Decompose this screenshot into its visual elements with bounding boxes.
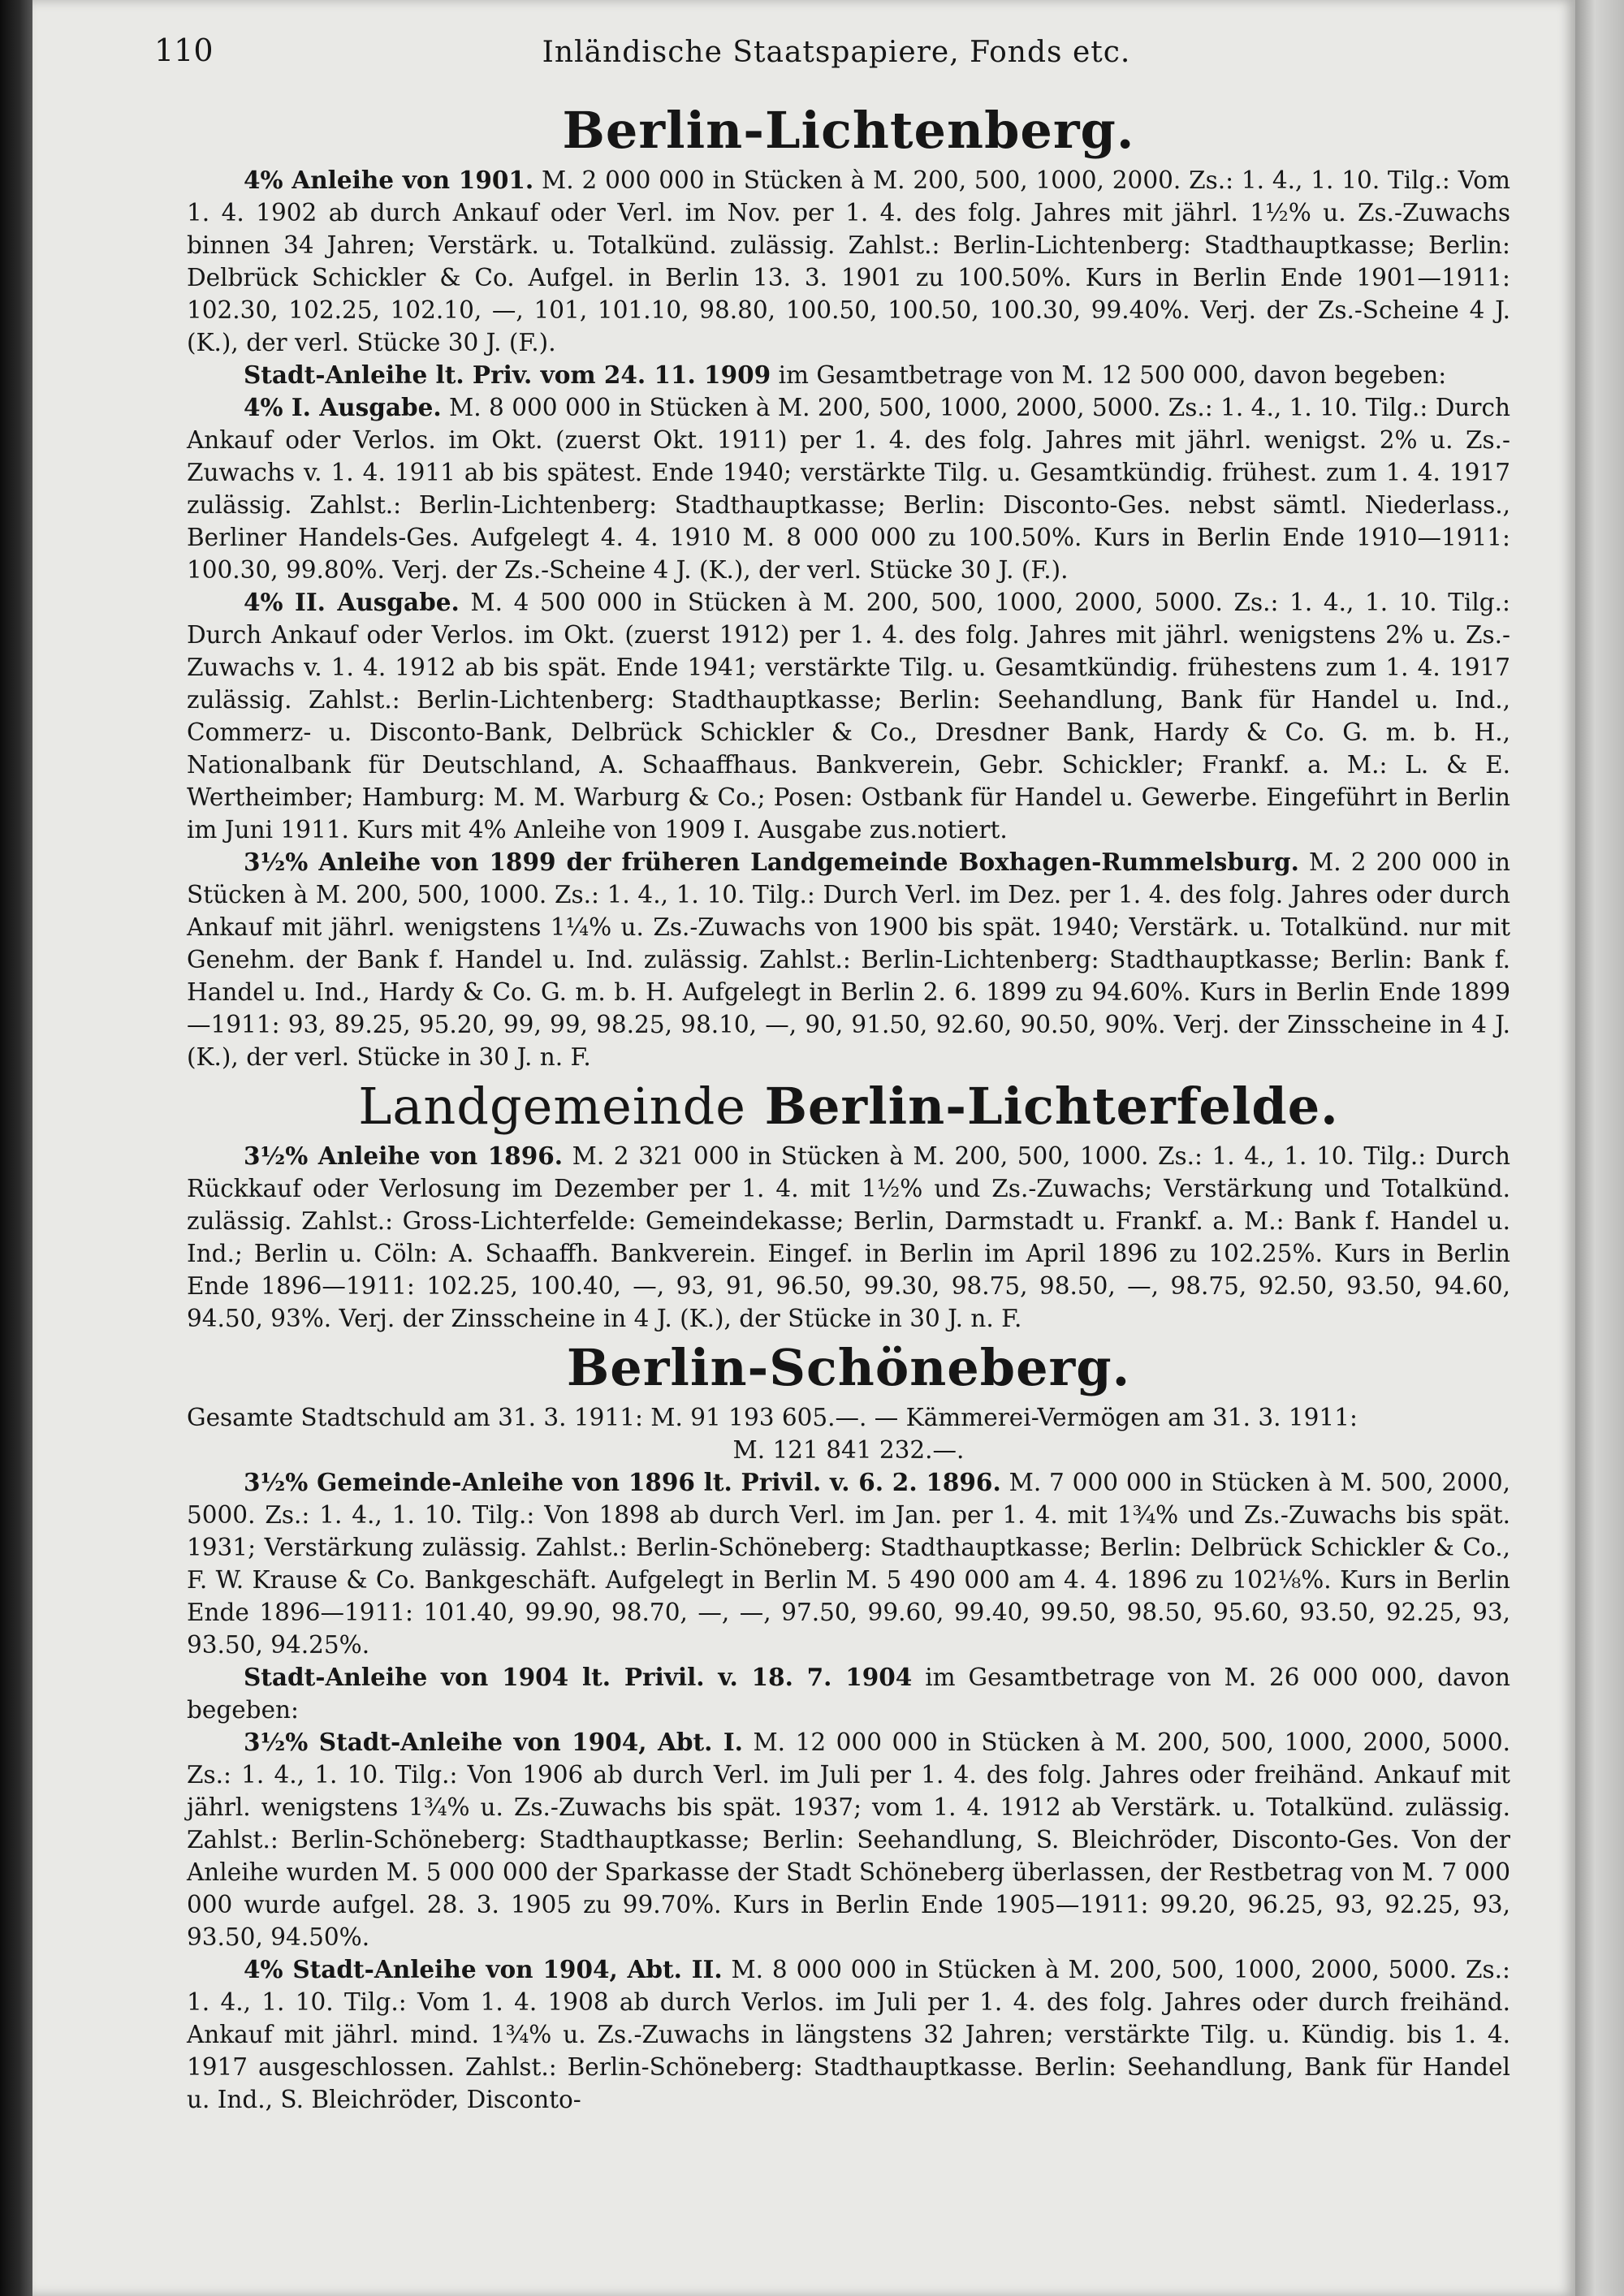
- entry-lichtenberg-ausgabe-1: [187, 391, 1510, 586]
- entry-text: M. 8 000 000 in Stücken à M. 200, 500, 1000, 2000, 5000. Zs.: 1. 4., 1. 10. Tilg.: Durch Ankauf oder Verlos. im Okt. (zuerst Okt. 1911) per 1. 4. des folg. Jahres mit jährl. wenigst. 2% u. Zs.-Zuwachs v. 1. 4. 1911 ab bis spätest. Ende 1940; verstärkte Tilg. u. Gesamtkündig. frühest. zum 1. 4. 1917 zulässig. Zahlst.: Berlin-Lichtenberg: Stadthauptkasse; Berlin: Disconto-Ges. nebst sämtl. Niederlass., Berliner Handels-Ges. Aufgelegt 4. 4. 1910 M. 8 000 000 zu 100.50%. Kurs in Berlin Ende 1910—1911: 100.30, 99.80%. Verj. der Zs.-Scheine 4 J. (K.), der verl. Stücke 30 J. (F.).: [187, 394, 1510, 584]
- section-title-prefix: Landgemeinde: [358, 1077, 746, 1136]
- entry-boxhagen-1899: [187, 846, 1510, 1073]
- entry-text: M. 4 500 000 in Stücken à M. 200, 500, 1000, 2000, 5000. Zs.: 1. 4., 1. 10. Tilg.: Durch Ankauf oder Verlos. im Okt. (zuerst 1912) per 1. 4. des folg. Jahres mit jährl. wenigstens 2% u. Zs.-Zuwachs v. 1. 4. 1912 ab bis spät. Ende 1941; verstärkte Tilg. u. Gesamtkündig. frühestens zum 1. 4. 1917 zulässig. Zahlst.: Berlin-Lichtenberg: Stadthauptkasse; Berlin: Seehandlung, Bank für Handel u. Ind., Commerz- u. Disconto-Bank, Delbrück Schickler & Co., Dresdner Bank, Hardy & Co. G. m. b. H., Nationalbank für Deutschland, A. Schaaffhaus. Bankverein, Gebr. Schickler; Frankf. a. M.: L. & E. Wertheimber; Hamburg: M. M. Warburg & Co.; Posen: Ostbank für Handel u. Gewerbe. Eingeführt in Berlin im Juni 1911. Kurs mit 4% Anleihe von 1909 I. Ausgabe zus.notiert.: [187, 589, 1510, 844]
- entry-text: M. 7 000 000 in Stücken à M. 500, 2000, 5000. Zs.: 1. 4., 1. 10. Tilg.: Von 1898 ab durch Verl. im Jan. per 1. 4. mit 1¾% und Zs.-Zuwachs bis spät. 1931; Verstärkung zulässig. Zahlst.: Berlin-Schöneberg: Stadthauptkasse; Berlin: Delbrück Schickler & Co., F. W. Krause & Co. Bankgeschäft. Aufgelegt in Berlin M. 5 490 000 am 4. 4. 1896 zu 102⅛%. Kurs in Berlin Ende 1896—1911: 101.40, 99.90, 98.70, —, —, 97.50, 99.60, 99.40, 99.50, 98.50, 95.60, 93.50, 92.25, 93, 93.50, 94.25%.: [187, 1469, 1510, 1659]
- entry-lead: 4% I. Ausgabe.: [244, 393, 442, 421]
- entry-text: M. 8 000 000 in Stücken à M. 200, 500, 1000, 2000, 5000. Zs.: 1. 4., 1. 10. Tilg.: Vom 1. 4. 1908 ab durch Verlos. im Juli per 1. 4. des folg. Jahres oder durch freihänd. Ankauf mit jährl. mind. 1¾% u. Zs.-Zuwachs in längstens 32 Jahren; verstärkte Tilg. u. Kündig. bis 1. 4. 1917 ausgeschlossen. Zahlst.: Berlin-Schöneberg: Stadthauptkasse. Berlin: Seehandlung, Bank für Handel u. Ind., S. Bleichröder, Disconto-: [187, 1956, 1510, 2113]
- entry-lead: 3½% Stadt-Anleihe von 1904, Abt. I.: [244, 1728, 743, 1756]
- page-content: [187, 97, 1510, 2116]
- entry-schoeneberg-1896: [187, 1466, 1510, 1661]
- running-title: Inländische Staatspapiere, Fonds etc.: [542, 36, 1131, 69]
- entry-lead: 4% Stadt-Anleihe von 1904, Abt. II.: [244, 1955, 723, 1983]
- entry-text: M. 2 321 000 in Stücken à M. 200, 500, 1000. Zs.: 1. 4., 1. 10. Tilg.: Durch Rückkauf oder Verlosung im Dezember per 1. 4. mit 1½% und Zs.-Zuwachs; Verstärkung und Totalkünd. zulässig. Zahlst.: Gross-Lichterfelde: Gemeindekasse; Berlin, Darmstadt u. Frankf. a. M.: Bank f. Handel u. Ind.; Berlin u. Cöln: A. Schaaffh. Bankverein. Eingef. in Berlin im April 1896 zu 102.25%. Kurs in Berlin Ende 1896—1911: 102.25, 100.40, —, 93, 91, 96.50, 99.30, 98.75, 98.50, —, 98.75, 92.50, 93.50, 94.60, 94.50, 93%. Verj. der Zinsscheine in 4 J. (K.), der Stücke in 30 J. n. F.: [187, 1142, 1511, 1332]
- entry-text: im Gesamtbetrage von M. 12 500 000, davon begeben:: [778, 361, 1447, 389]
- entry-schoeneberg-abt-2: [187, 1953, 1510, 2116]
- schoeneberg-assets: M. 121 841 232.—.: [732, 1436, 965, 1464]
- entry-text: M. 2 000 000 in Stücken à M. 200, 500, 1000, 2000. Zs.: 1. 4., 1. 10. Tilg.: Vom 1. 4. 1902 ab durch Ankauf oder Verl. im Nov. per 1. 4. des folg. Jahres mit jährl. 1½% u. Zs.-Zuwachs binnen 34 Jahren; Verstärk. u. Totalkünd. zulässig. Zahlst.: Berlin-Lichtenberg: Stadthauptkasse; Berlin: Delbrück Schickler & Co. Aufgel. in Berlin 13. 3. 1901 zu 100.50%. Kurs in Berlin Ende 1901—1911: 102.30, 102.25, 102.10, —, 101, 101.10, 98.80, 100.50, 100.50, 100.30, 99.40%. Verj. der Zs.-Scheine 4 J. (K.), der verl. Stücke 30 J. (F.).: [187, 166, 1510, 356]
- entry-text: M. 12 000 000 in Stücken à M. 200, 500, 1000, 2000, 5000. Zs.: 1. 4., 1. 10. Tilg.: Von 1906 ab durch Verl. im Juli per 1. 4. des folg. Jahres oder freihänd. Ankauf mit jährl. wenigstens 1¾% u. Zs.-Zuwachs bis spät. 1937; vom 1. 4. 1912 ab Verstärk. u. Totalkünd. zulässig. Zahlst.: Berlin-Schöneberg: Stadthauptkasse; Berlin: Seehandlung, S. Bleichröder, Disconto-Ges. Von der Anleihe wurden M. 5 000 000 der Sparkasse der Stadt Schöneberg überlassen, der Restbetrag von M. 7 000 000 wurde aufgel. 28. 3. 1905 zu 99.70%. Kurs in Berlin Ende 1905—1911: 99.20, 96.25, 93, 92.25, 93, 93.50, 94.50%.: [187, 1728, 1510, 1951]
- entry-lichterfelde-1896: [187, 1140, 1510, 1335]
- scan-page-edge: [1575, 0, 1624, 2296]
- entry-lichtenberg-ausgabe-2: [187, 586, 1510, 846]
- section-title-lichterfelde: [187, 1073, 1510, 1140]
- entry-lead: Stadt-Anleihe von 1904 lt. Privil. v. 18. 7. 1904: [244, 1663, 913, 1691]
- page-number: 110: [154, 32, 214, 68]
- schoeneberg-debt-summary: Gesamte Stadtschuld am 31. 3. 1911: M. 91 193 605.—. — Kämmerei-Vermögen am 31. 3. 1911:: [187, 1404, 1358, 1431]
- entry-text: M. 2 200 000 in Stücken à M. 200, 500, 1000. Zs.: 1. 4., 1. 10. Tilg.: Durch Verl. im Dez. per 1. 4. des folg. Jahres oder durch Ankauf mit jährl. wenigstens 1¼% u. Zs.-Zuwachs von 1900 bis spät. 1940; Verstärk. u. Totalkünd. nur mit Genehm. der Bank f. Handel u. Ind. zulässig. Zahlst.: Berlin-Lichtenberg: Stadthauptkasse; Berlin: Bank f. Handel u. Ind., Hardy & Co. G. m. b. H. Aufgelegt in Berlin 2. 6. 1899 zu 94.60%. Kurs in Berlin Ende 1899—1911: 93, 89.25, 95.20, 99, 99, 98.25, 98.10, —, 90, 91.50, 92.60, 90.50, 90%. Verj. der Zinsscheine in 4 J. (K.), der verl. Stücke in 30 J. n. F.: [187, 848, 1510, 1071]
- entry-lead: 4% Anleihe von 1901.: [244, 166, 534, 194]
- section-title-lichtenberg: Berlin-Lichtenberg.: [562, 101, 1135, 160]
- entry-lead: 3½% Anleihe von 1899 der früheren Landgemeinde Boxhagen-Rummelsburg.: [244, 848, 1299, 876]
- section-title-schoeneberg: Berlin-Schöneberg.: [566, 1338, 1131, 1397]
- entry-lead: 3½% Gemeinde-Anleihe von 1896 lt. Privil. v. 6. 2. 1896.: [244, 1468, 1001, 1496]
- entry-text: im Gesamtbetrage von M. 26 000 000, davon begeben:: [187, 1664, 1510, 1724]
- book-page: [32, 0, 1575, 2296]
- entry-schoeneberg-abt-1: [187, 1726, 1510, 1953]
- entry-schoeneberg-stadt-1904: [187, 1661, 1510, 1726]
- entry-lichtenberg-1901: [187, 164, 1510, 359]
- section-title-main: Berlin-Lichterfelde.: [764, 1077, 1339, 1136]
- entry-lead: Stadt-Anleihe lt. Priv. vom 24. 11. 1909: [244, 360, 771, 389]
- scan-binding-edge: [0, 0, 32, 2296]
- entry-lead: 4% II. Ausgabe.: [244, 588, 460, 616]
- page-header: [154, 32, 1518, 81]
- entry-lichtenberg-stadt-1909: [187, 359, 1510, 391]
- entry-lead: 3½% Anleihe von 1896.: [244, 1142, 564, 1170]
